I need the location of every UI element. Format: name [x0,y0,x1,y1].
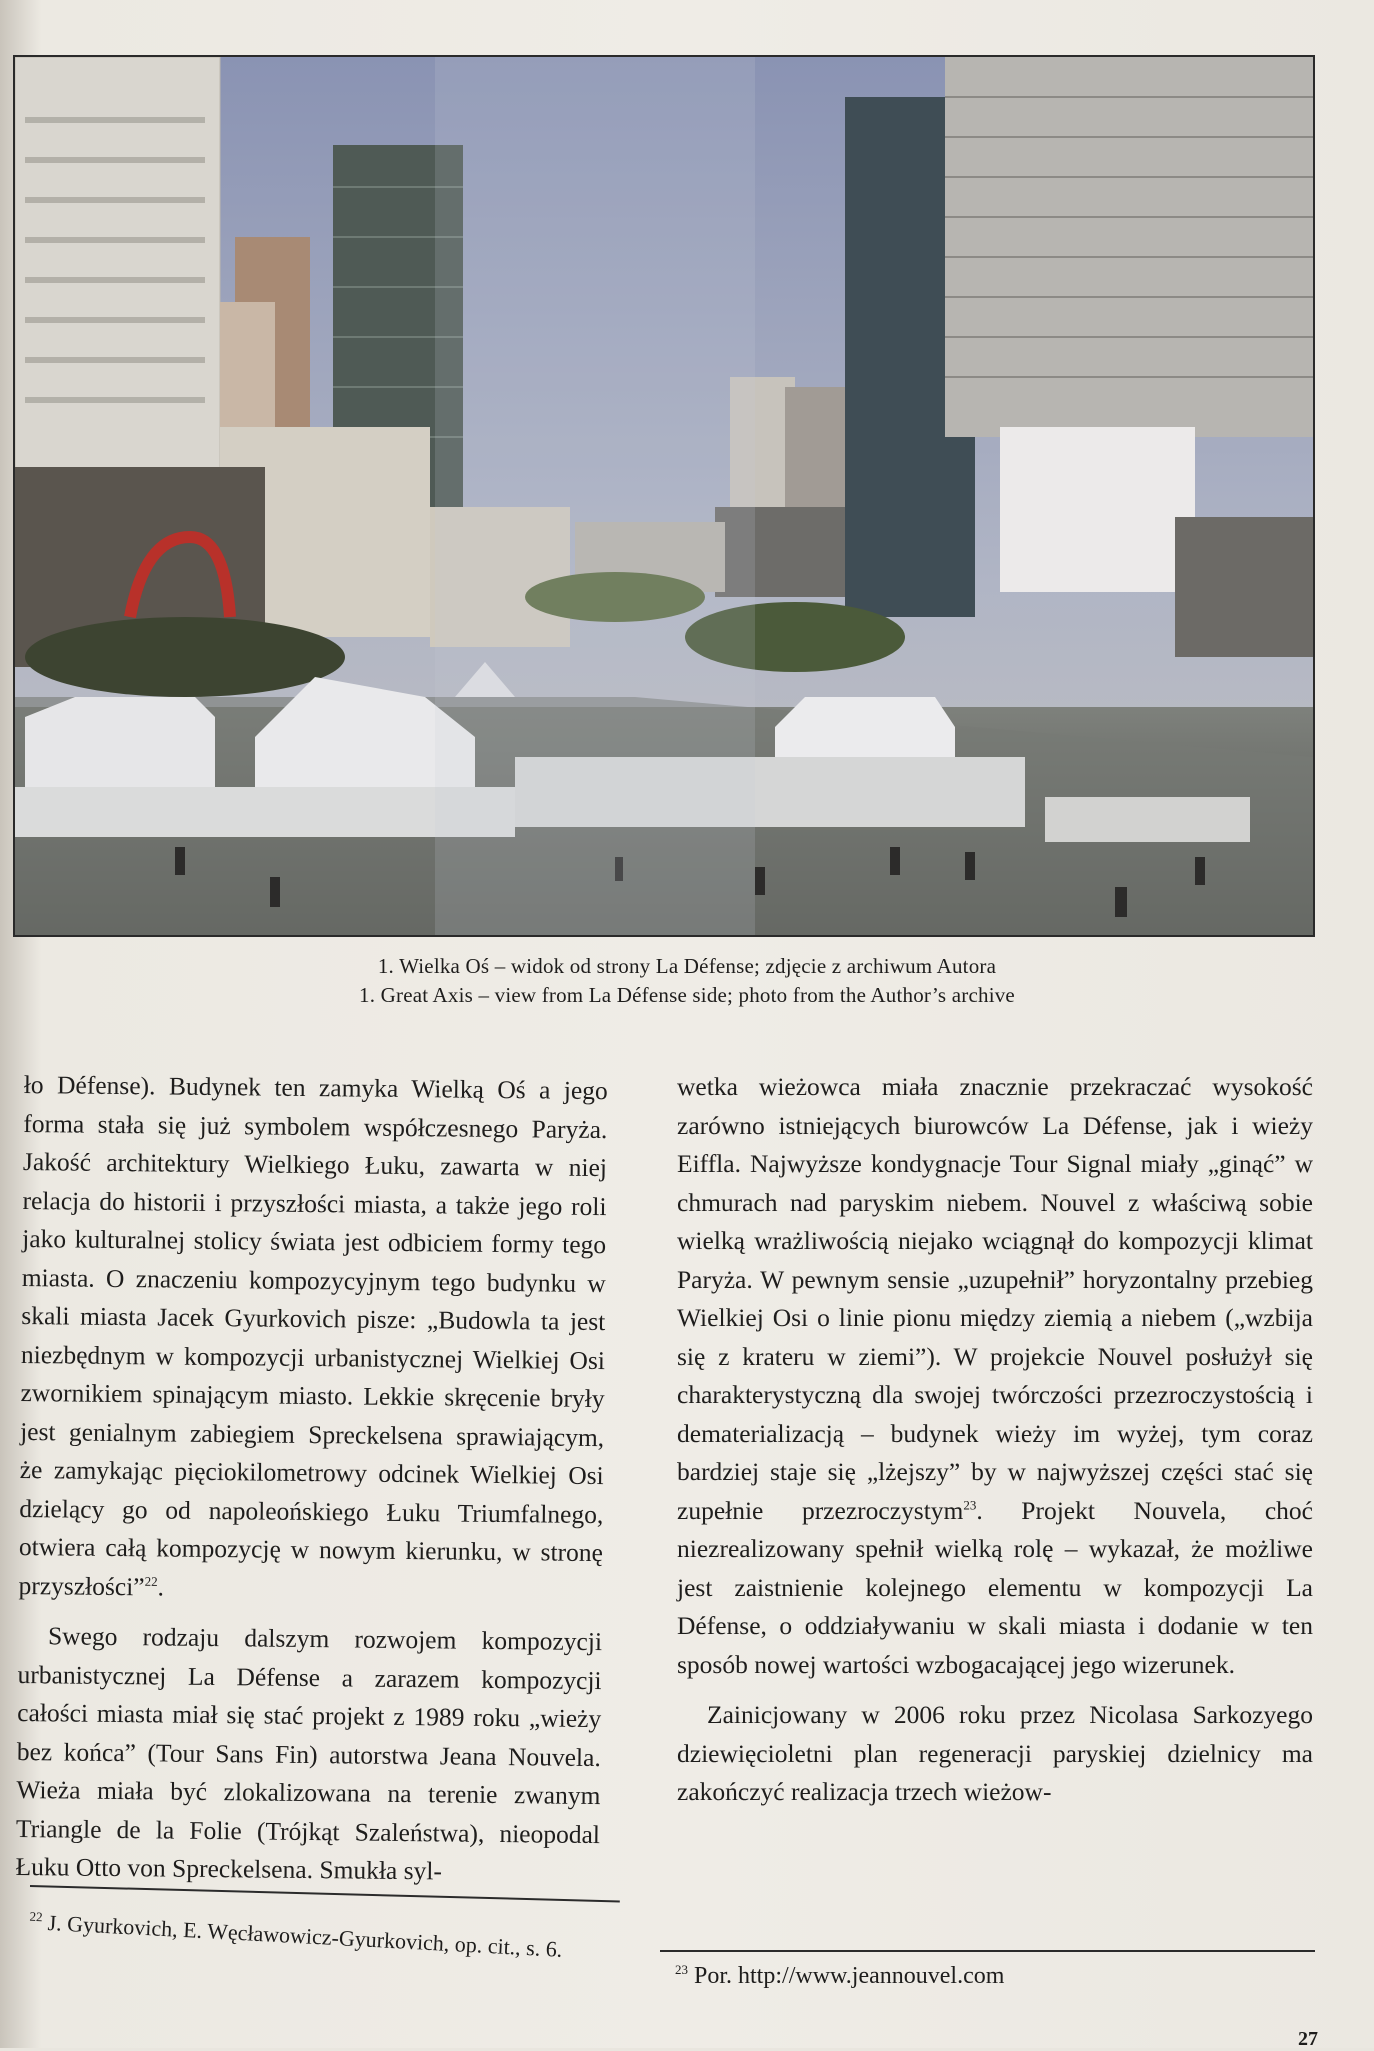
right-paragraph-1-tail: . Projekt Nouvela, choć niezrealizowany spełnił wielką rolę – wykazał, że możliwe jest zaistnienie kolejnego elementu w kompozycji La Défense, o oddziaływaniu w skali miasta i dodanie w ten sposób nowej wartości wzbogacającej jego wizerunek. [677,1495,1313,1679]
page-number: 27 [1298,2028,1318,2050]
left-paragraph-2: Swego rodzaju dalszym rozwojem kompozycji urbanistycznej La Défense a zarazem kompozycji całości miasta miał się stać projekt z 1989 roku „wieży bez końca” (Tour Sans Fin) autorstwa Jeana Nouvela. Wieża miała być zlokalizowana na terenie zwanym Triangle de la Folie (Trójkąt Szaleństwa), nieopodal Łuku Otto von Spreckelsena. Smukła syl- [15,1621,603,1886]
footnote-23 [675,1962,1275,1990]
footnote-22-text: J. Gyurkovich, E. Węcławowicz-Gyurkovich, op. cit., s. 6. [41,1909,563,1962]
footnote-ref-22: 22 [144,1573,158,1589]
left-column [15,1066,608,1893]
right-column [677,1068,1313,1812]
figure-caption-english: 1. Great Axis – view from La Défense side; photo from the Author’s archive [359,983,1015,1007]
cityscape-illustration [15,57,1313,935]
right-paragraph-1-text: wetka wieżowca miała znacznie przekraczać wysokość zarówno istniejących biurowców La Défense, jak i wieży Eiffla. Najwyższe kondygnacje Tour Signal miały „ginąć” w chmurach nad paryskim niebem. Nouvel z właściwą sobie wielką wrażliwością niejako wciągnął do kompozycji klimat Paryża. W pewnym sensie „uzupełnił” horyzontalny przebieg Wielkiej Osi o linie pionu między ziemią a niebem („wzbija się z krateru w ziemi”). W projekcie Nouvel posłużył się charakterystyczną dla swojej twórczości przezroczystością i dematerializacją – budynek wieży im wyżej, tym coraz bardziej staje się „lżejszy” by w najwyższej części stać się zupełnie przezroczystym [677,1072,1313,1525]
left-paragraph-1-end: . [157,1571,165,1601]
footnote-22-number: 22 [29,1908,43,1925]
footnote-22 [29,1908,620,1967]
footnote-23-text: Por. http://www.jeannouvel.com [688,1963,1005,1989]
left-paragraph-1 [18,1066,608,1611]
right-paragraph-2: Zainicjowany w 2006 roku przez Nicolasa Sarkozyego dziewięcioletni plan regeneracji paryskiej dzielnicy ma zakończyć realizacja trzech wieżow- [677,1700,1313,1806]
figure-caption-polish: 1. Wielka Oś – widok od strony La Défense; zdjęcie z archiwum Autora [377,954,997,978]
footnote-ref-23: 23 [963,1497,977,1512]
right-paragraph-1 [677,1068,1313,1684]
footnote-rule-right [660,1950,1315,1952]
la-defense-photo [13,55,1315,937]
left-paragraph-1-text: ło Défense). Budynek ten zamyka Wielką Oś a jego forma stała się już symbolem współczesnego Paryża. Jakość architektury Wielkiego Łuku, zawarta w niej relacja do historii i przyszłości miasta, a także jego roli jako kulturalnej stolicy świata jest odbiciem formy tego miasta. O znaczeniu kompozycyjnym tego budynku w skali miasta Jacek Gyurkovich pisze: „Budowla ta jest niezbędnym w kompozycji urbanistycznej Wielkiej Osi zwornikiem spinającym miasto. Lekkie skręcenie bryły jest genialnym zabiegiem Spreckelsena sprawiającym, że zamykając pięciokilometrowy odcinek Wielkiej Osi dzielący go od napoleońskiego Łuku Triumfalnego, otwiera całą kompozycję w nowym kierunku, w stronę przyszłości” [18,1069,608,1601]
footnote-23-number: 23 [675,1962,688,1977]
